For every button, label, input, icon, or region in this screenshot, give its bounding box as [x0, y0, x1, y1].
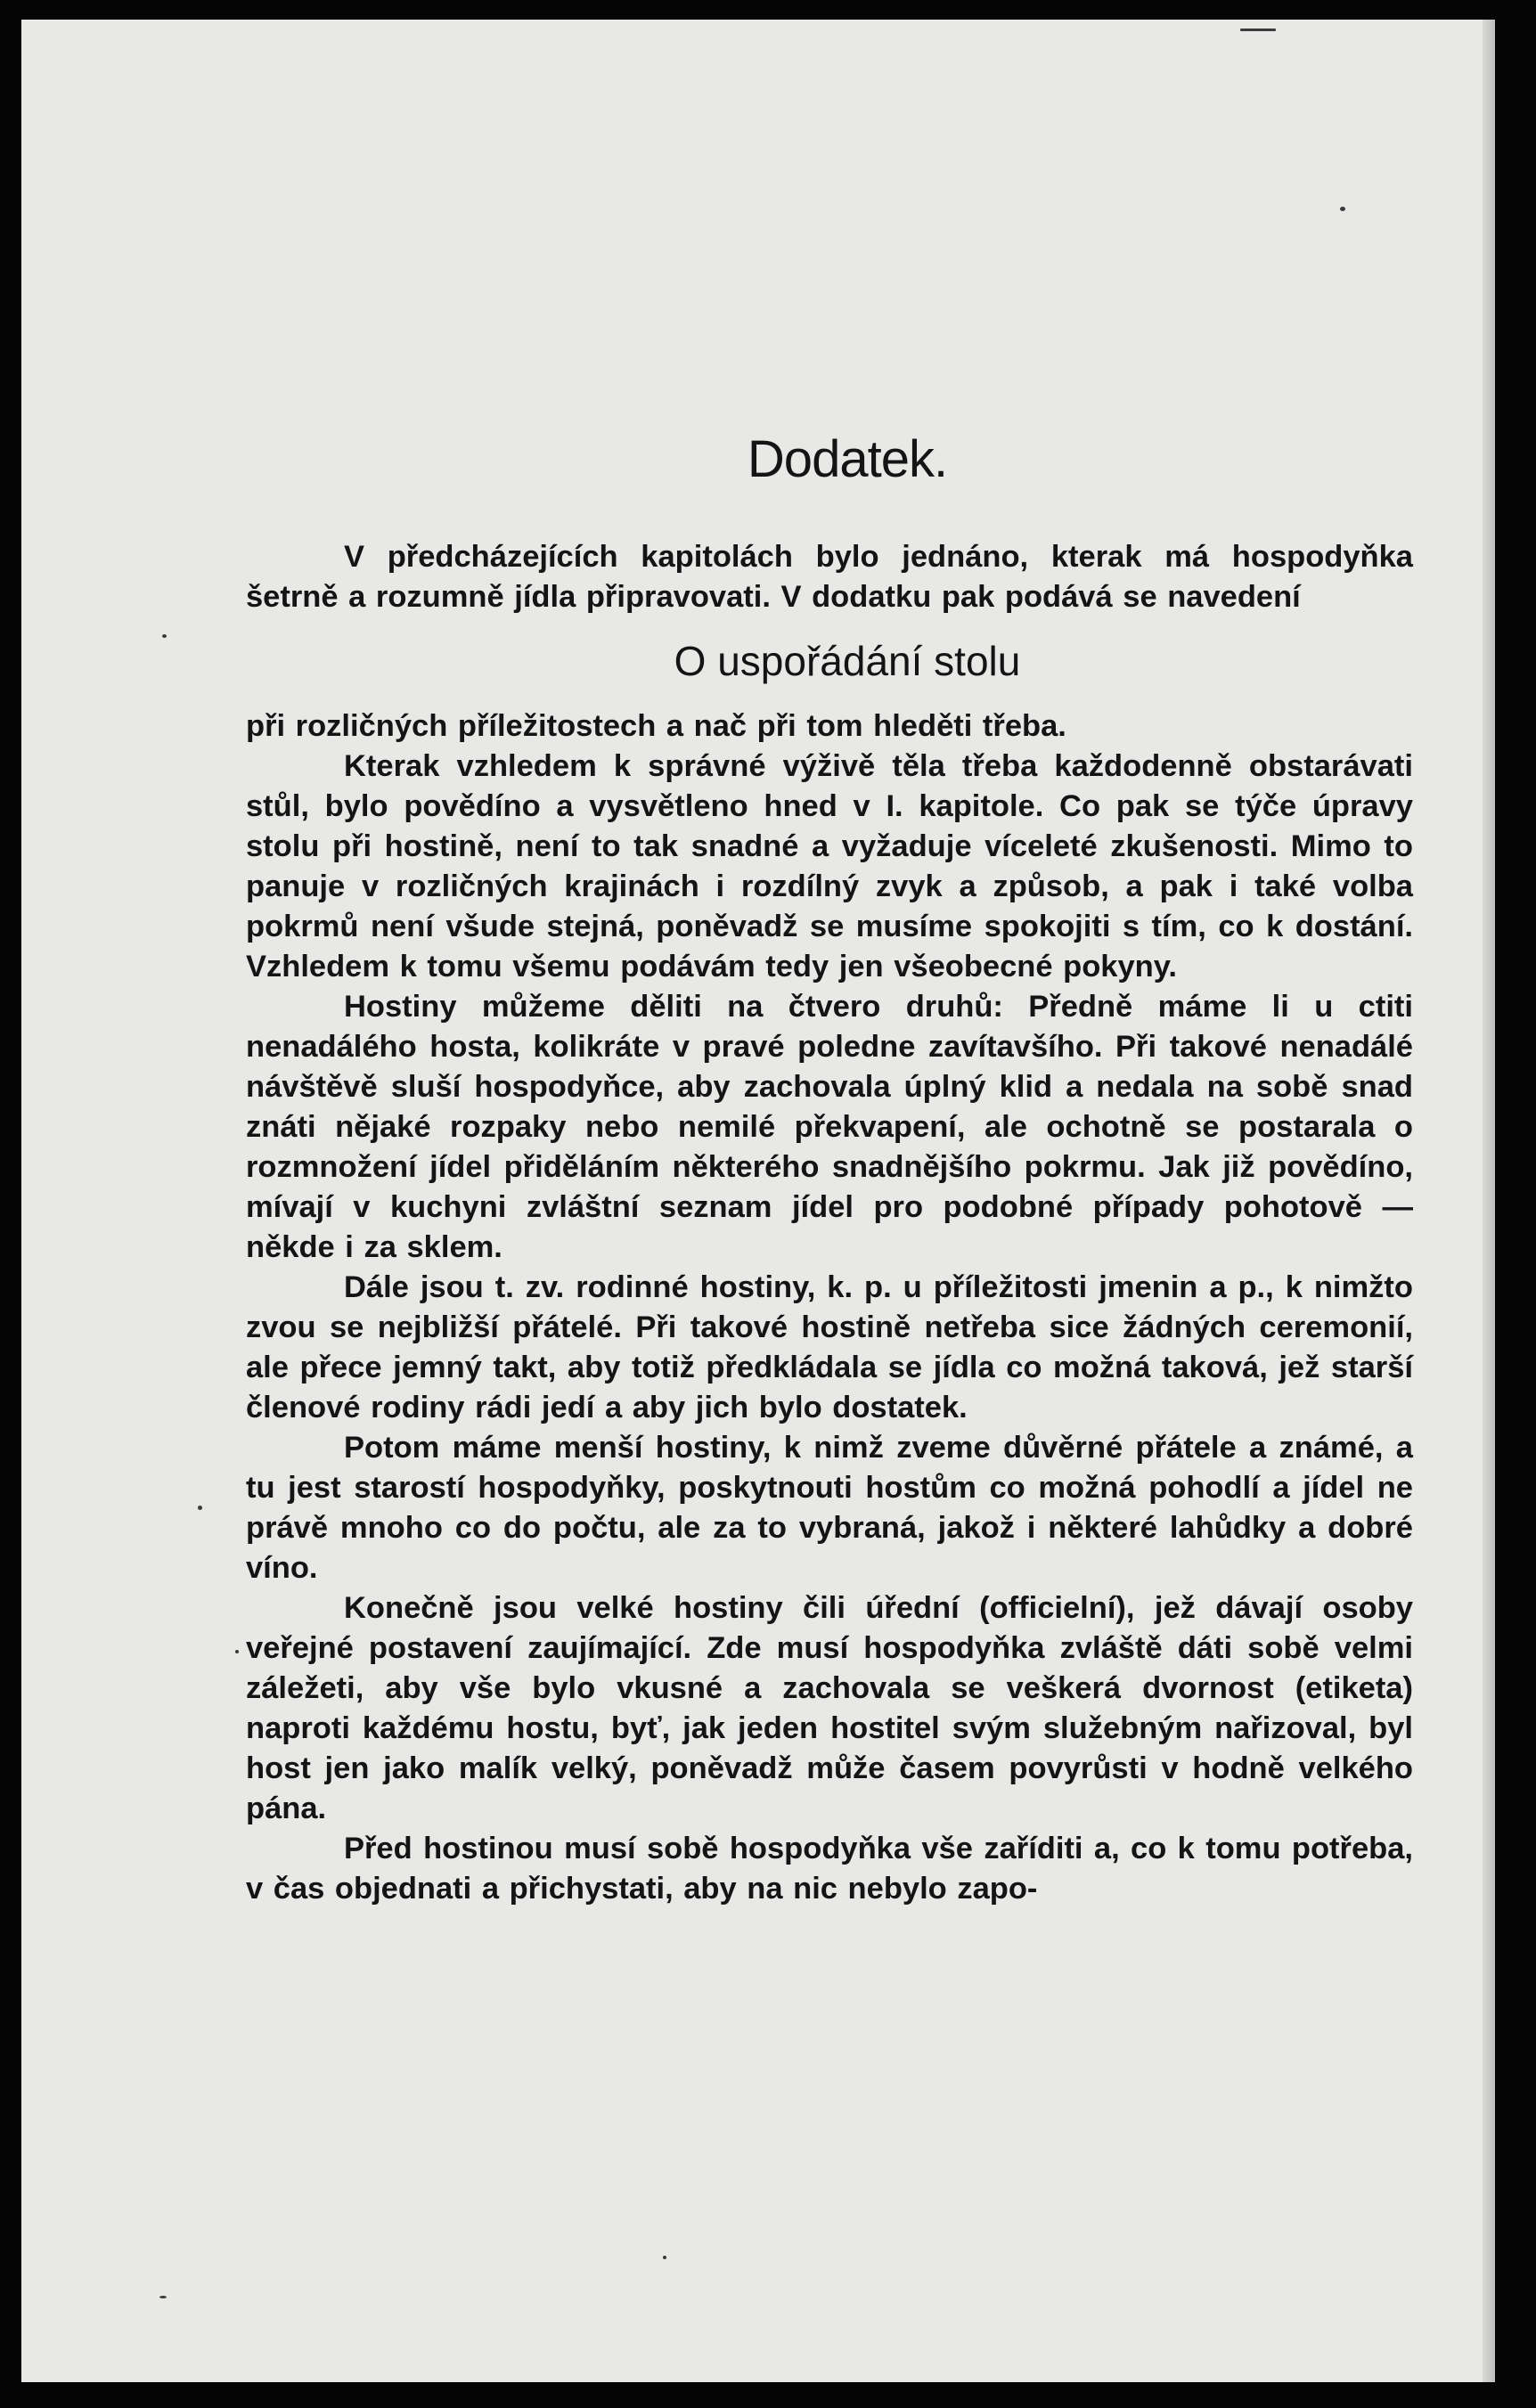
scan-speck [663, 2256, 666, 2259]
body-paragraph: Konečně jsou velké hostiny čili úřední (officielní), jež dávají osoby veřejné postavení zaujímající. Zde musí hospodyňka zvláště dáti sobě velmi záležeti, aby vše bylo vkusné a zachovala se veškerá dvornost (etiketa) naproti každému hostu, byť, jak jeden hostitel svým služebným nařizoval, byl host jen jako malík velký, poněvadž může časem povyrůsti v hodně velkého pána. [246, 1591, 1413, 1825]
scan-speck [1340, 207, 1345, 211]
intro-paragraph: V předcházejících kapitolách bylo jednáno, kterak má hospodyňka šetrně a rozumně jídla připravovati. V dodatku pak podává se navedení [246, 540, 1413, 614]
book-page [21, 20, 1495, 2382]
body-paragraph: Hostiny můžeme děliti na čtvero druhů: Předně máme li u ctiti nenadálého hosta, kolikráte v pravé poledne zavítavšího. Při takové nenadálé návštěvě sluší hospodyňce, aby zachovala úplný klid a nedala na sobě snad znáti nějaké rozpaky nebo nemilé překvapení, ale ochotně se postarala o rozmnožení jídel přiděláním některého snadnějšího pokrmu. Jak již povědíno, mívají v kuchyni zvláštní seznam jídel pro podobné případy pohotově — někde i za sklem. [246, 990, 1413, 1264]
page-edge-shadow [1483, 20, 1495, 2382]
scan-speck [1240, 29, 1276, 31]
body-paragraph: Dále jsou t. zv. rodinné hostiny, k. p. u příležitosti jmenin a p., k nimžto zvou se nejbližší přátelé. Při takové hostině netřeba sice žádných ceremonií, ale přece jemný takt, aby totiž předkládala se jídla co možná taková, jež starší členové rodiny rádi jedí a aby jich bylo dostatek. [246, 1270, 1413, 1424]
body-paragraph: při rozličných příležitostech a nač při tom hleděti třeba. [246, 709, 1066, 743]
scan-speck [162, 634, 167, 638]
body-paragraph: Potom máme menší hostiny, k nimž zveme důvěrné přátele a známé, a tu jest starostí hospodyňky, poskytnouti hostům co možná pohodlí a jídel ne právě mnoho co do počtu, ale za to vybraná, jakož i některé lahůdky a dobré víno. [246, 1431, 1413, 1585]
section-heading: O uspořádání stolu [674, 638, 1021, 684]
body-paragraph: Kterak vzhledem k správné výživě těla třeba každodenně obstarávati stůl, bylo povědíno a vysvětleno hned v I. kapitole. Co pak se týče úpravy stolu při hostině, není to tak snadné a vyžaduje víceleté zkušenosti. Mimo to panuje v rozličných krajinách i rozdílný zvyk a způsob, a pak i také volba pokrmů není všude stejná, poněvadž se musíme spokojiti s tím, co k dostání. Vzhledem k tomu všemu podávám tedy jen všeobecné pokyny. [246, 749, 1413, 984]
scan-speck [159, 2296, 167, 2298]
page-title: Dodatek. [747, 430, 948, 488]
page-text [246, 429, 1413, 1909]
scan-speck [198, 1506, 202, 1510]
scan-speck [235, 1650, 239, 1653]
body-paragraph: Před hostinou musí sobě hospodyňka vše zaříditi a, co k tomu potřeba, v čas objednati a přichystati, aby na nic nebylo zapo- [246, 1832, 1413, 1906]
